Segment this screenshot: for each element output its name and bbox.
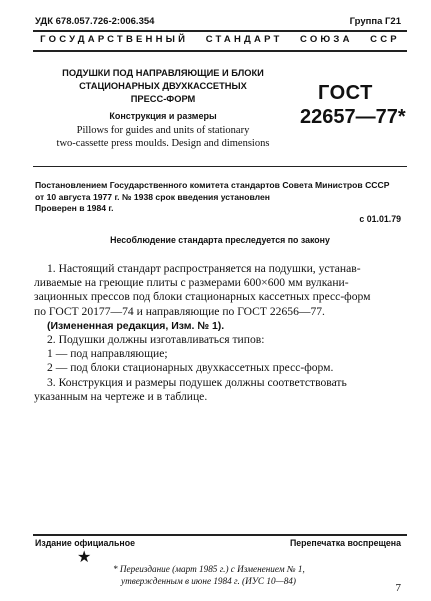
page-number: 7	[395, 582, 401, 594]
clause-2: 2. Подушки должны изготавливаться типов:	[47, 333, 265, 347]
section-rule	[33, 166, 407, 167]
clause-3: указанным на чертеже и в таблице.	[34, 389, 208, 403]
star-icon: ★	[77, 549, 92, 566]
gost-number: 22657—77*	[300, 106, 406, 128]
decree-line: Проверен в 1984 г.	[35, 203, 114, 213]
document-title	[38, 67, 288, 106]
title-line: СТАЦИОНАРНЫХ ДВУХКАССЕТНЫХ	[79, 81, 247, 91]
body-text	[34, 262, 406, 404]
decree-text	[35, 180, 389, 215]
body-line: зационных прессов под блоки стационарных кассетных пресс-форм	[34, 290, 371, 304]
body-line: ливаемые на греющие плиты с размерами 600×600 мм вулкани-	[34, 276, 349, 290]
reprint-line: утвержденным в июне 1984 г. (ИУС 10—84)	[121, 576, 296, 586]
title-line: ПРЕСС-ФОРМ	[130, 94, 196, 104]
document-subtitle: Конструкция и размеры	[109, 111, 217, 121]
english-title-line: Pillows for guides and units of stationary	[76, 125, 250, 136]
reprint-note	[113, 563, 305, 587]
decree-line: от 10 августа 1977 г. № 1938 срок введения установлен	[35, 191, 270, 202]
gost-label: ГОСТ	[318, 82, 373, 104]
top-rule-upper	[33, 30, 407, 32]
clause-3: 3. Конструкция и размеры подушек должны соответствовать	[47, 375, 347, 389]
effective-date: с 01.01.79	[359, 214, 401, 224]
group-code: Группа Г21	[349, 16, 401, 27]
udk-code: УДК 678.057.726-2:006.354	[35, 16, 155, 27]
footer-rule	[33, 534, 407, 536]
type-item: 1 — под направляющие;	[47, 347, 168, 361]
top-rule-lower	[33, 50, 407, 52]
edition-note: (Измененная редакция, Изм. № 1).	[47, 319, 225, 332]
decree-line: Постановлением Государственного комитета стандартов Совета Министров СССР	[35, 180, 390, 190]
type-item: 2 — под блоки стационарных двухкассетных пресс-форм.	[47, 361, 334, 375]
body-line: по ГОСТ 20177—74 и направляющие по ГОСТ 22656—77.	[34, 304, 325, 318]
legal-notice: Несоблюдение стандарта преследуется по закону	[110, 235, 330, 245]
reprint-line: * Переиздание (март 1985 г.) с Изменением № 1,	[113, 564, 305, 574]
official-edition: Издание официальное	[35, 538, 135, 548]
body-line: 1. Настоящий стандарт распространяется на подушки, устанав-	[47, 262, 361, 275]
english-title	[38, 124, 288, 150]
title-line: ПОДУШКИ ПОД НАПРАВЛЯЮЩИЕ И БЛОКИ	[62, 68, 264, 78]
english-title-line: two-cassette press moulds. Design and dimensions	[56, 138, 270, 149]
gost-banner: ГОСУДАРСТВЕННЫЙ СТАНДАРТ СОЮЗА ССР	[40, 34, 400, 45]
reprint-forbidden: Перепечатка воспрещена	[289, 538, 401, 548]
